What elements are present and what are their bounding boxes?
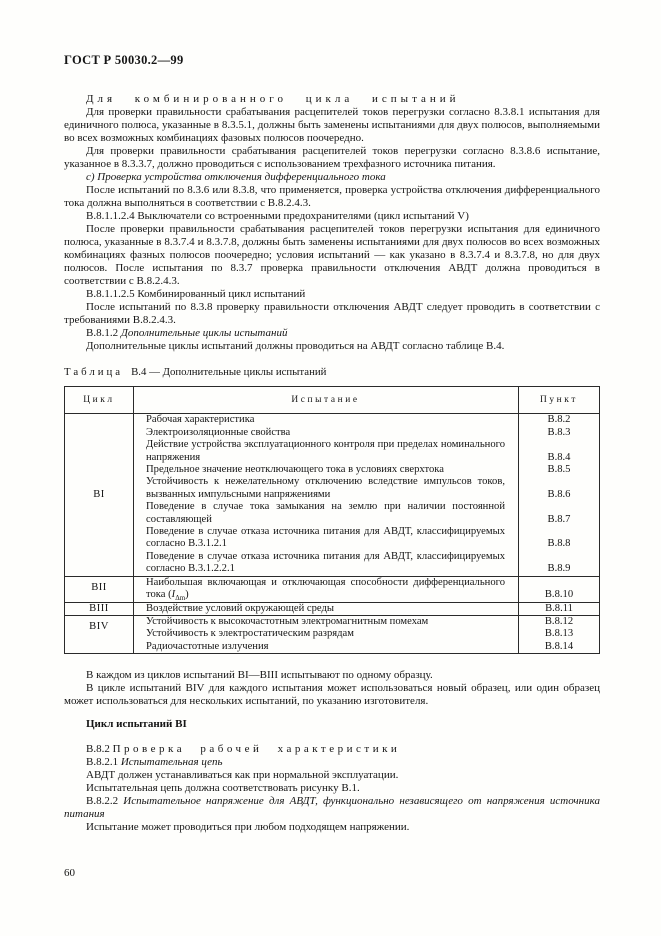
- table-b4-body: [65, 387, 600, 654]
- test-item: [134, 641, 599, 653]
- col-header-cycle: Цикл: [65, 387, 134, 414]
- cycle-label: ВII: [65, 576, 134, 602]
- col-header-test: Испытание: [291, 395, 360, 405]
- clause-number: В.8.2.1: [86, 756, 121, 769]
- cycle-label: ВIII: [65, 602, 134, 615]
- test-name: [134, 577, 519, 602]
- test-item: [134, 616, 599, 628]
- test-name: Поведение в случае тока замыкания на землю при наличии постоянной составляющей: [146, 501, 505, 525]
- test-name: Устойчивость к нежелательному отключению вследствие импульсов токов, вызванных импульсными напряжениями: [146, 476, 505, 500]
- test-punkt: В.8.6: [547, 488, 571, 500]
- clause-title: Испытательное напряжение для АВДТ, функционально независящего от напряжения источника питания: [64, 795, 601, 821]
- cycle-tests: [134, 414, 600, 576]
- test-item: [134, 603, 599, 615]
- clause-b821: [64, 756, 600, 769]
- test-punkt: В.8.2: [547, 414, 571, 426]
- test-name: Радиочастотные излучения: [146, 640, 269, 652]
- table-row: [65, 602, 600, 615]
- test-name: Действие устройства эксплуатационного контроля при пределах номинального напряжения: [146, 439, 505, 463]
- document-header: ГОСТ Р 50030.2—99: [64, 53, 184, 67]
- test-name: Устойчивость к электростатическим разрядам: [146, 628, 354, 640]
- clause-b81124: В.8.1.1.2.4 Выключатели со встроенными предохранителями (цикл испытаний V): [86, 210, 469, 222]
- table-caption: [64, 366, 600, 379]
- clause-b81125: В.8.1.1.2.5 Комбинированный цикл испытаний: [86, 288, 306, 300]
- clause-title: Испытательная цепь: [120, 756, 223, 769]
- test-punkt: В.8.12: [544, 615, 574, 627]
- test-name: Поведение в случае отказа источника питания для АВДТ, классифицируемых согласно В.3.1.2.1: [146, 526, 505, 550]
- col-header-punkt: Пункт: [539, 395, 578, 405]
- test-punkt: В.8.7: [547, 513, 571, 525]
- test-name: Электроизоляционные свойства: [146, 426, 291, 438]
- subscript: Δm: [175, 594, 186, 603]
- clause-b812: [64, 327, 600, 340]
- test-punkt: В.8.10: [544, 589, 574, 601]
- test-punkt: В.8.13: [544, 628, 574, 640]
- test-name: Поведение в случае отказа источника питания для АВДТ, классифицируемых согласно В.3.1.2.2.1: [146, 550, 505, 575]
- test-punkt: В.8.4: [547, 451, 571, 463]
- table-caption-text: В.4 — Дополнительные циклы испытаний: [131, 366, 327, 378]
- test-item: [134, 501, 599, 526]
- cycle-tests: [134, 615, 600, 653]
- table-caption-label: Таблица: [64, 366, 124, 378]
- test-item: [134, 427, 599, 439]
- clause-b822: [64, 795, 600, 821]
- paragraph: В цикле испытаний ВIV для каждого испытания может использоваться новый образец, или один образец может использоваться для нескольких испытаний, по указанию изготовителя.: [64, 682, 600, 708]
- clause-number: В.8.2: [86, 743, 113, 756]
- cycle-label: ВI: [65, 414, 134, 576]
- test-name-part: Наибольшая включающая и отключающая способности дифференциального тока (: [146, 576, 505, 601]
- test-punkt: В.8.5: [547, 464, 571, 476]
- test-item: [134, 577, 599, 602]
- test-item: [134, 476, 599, 501]
- test-punkt: В.8.8: [547, 538, 571, 550]
- clause-heading-text: Проверка рабочей характеристики: [112, 743, 401, 756]
- clause-number: В.8.1.2: [86, 327, 121, 339]
- test-item: [134, 464, 599, 476]
- test-punkt: В.8.14: [544, 640, 574, 652]
- table-row: [65, 576, 600, 602]
- test-name: Воздействие условий окружающей среды: [146, 602, 334, 614]
- test-item: [134, 414, 599, 426]
- test-item: [134, 551, 599, 576]
- table-header-row: [65, 387, 600, 414]
- test-punkt: В.8.3: [547, 426, 571, 438]
- test-name: Рабочая характеристика: [146, 414, 255, 426]
- paragraph: Для проверки правильности срабатывания расцепителей токов перегрузки согласно 8.3.8.1 испытания для единичного полюса, указанные в 8.3.5.1, должны быть заменены испытаниями для двух полюсов, выполняемыми во всех возможных комбинациях фазовых полюсов поочередно.: [64, 106, 600, 144]
- combined-cycle-heading: Для комбинированного цикла испытаний: [86, 93, 460, 105]
- test-name-part: ): [185, 589, 189, 601]
- table-row: [65, 615, 600, 653]
- paragraph: АВДТ должен устанавливаться как при нормальной эксплуатации.: [86, 769, 399, 782]
- test-item: [134, 439, 599, 464]
- col-headers: [134, 387, 600, 414]
- paragraph: После испытаний по 8.3.8 проверку правильности отключения АВДТ следует проводить в соответствии с требованиями В.8.2.4.3.: [64, 301, 600, 326]
- paragraph: Испытание может проводиться при любом подходящем напряжении.: [86, 821, 410, 834]
- test-punkt: В.8.11: [545, 602, 573, 614]
- cycle-tests: [134, 602, 600, 615]
- test-punkt: В.8.9: [547, 563, 571, 575]
- test-name-part: I: [171, 589, 176, 601]
- test-name: Устойчивость к высокочастотным электромагнитным помехам: [146, 615, 429, 627]
- paragraph: Испытательная цепь должна соответствовать рисунку В.1.: [86, 782, 360, 795]
- table-b4: [64, 386, 600, 654]
- table-row: [65, 414, 600, 576]
- test-item: [134, 628, 599, 640]
- clause-number: В.8.2.2: [86, 795, 124, 808]
- paragraph: После проверки правильности срабатывания расцепителей токов перегрузки испытания для единичного полюса, указанные в 8.3.7.4 и 8.3.7.8, должны быть заменены испытаниями для двух полюсов во всех возможных комбинациях фазных полюсов поочередно; условия испытаний — как указано в 8.3.7.4 и 8.3.7.8, но для двух полюсов. После испытания по 8.3.7 проверка правильности отключения АВДТ должна проводиться в соответствии с В.8.2.4.3.: [64, 223, 600, 287]
- paragraph: После испытаний по 8.3.6 или 8.3.8, что применяется, проверка устройства отключения дифференциального тока должна выполняться в соответствии с В.8.2.4.3.: [64, 184, 600, 209]
- cycle-label: ВIV: [65, 615, 134, 653]
- test-item: [134, 526, 599, 551]
- test-name: Предельное значение неотключающего тока в условиях сверхтока: [146, 464, 444, 476]
- cycle-bi-title: Цикл испытаний ВI: [86, 718, 187, 731]
- paragraph: В каждом из циклов испытаний ВI—ВIII испытывают по одному образцу.: [86, 669, 433, 682]
- cycle-tests: [134, 576, 600, 602]
- paragraph: Для проверки правильности срабатывания расцепителей токов перегрузки согласно 8.3.8.6 испытание, указанное в 8.3.3.7, должно проводиться с использованием трехфазного источника питания.: [64, 145, 600, 170]
- clause-b82-heading: [64, 743, 600, 756]
- page-number: 60: [64, 867, 75, 879]
- clause-title: Дополнительные циклы испытаний: [120, 327, 288, 339]
- paragraph: Дополнительные циклы испытаний должны проводиться на АВДТ согласно таблице В.4.: [86, 340, 505, 352]
- table-notes: [64, 669, 600, 708]
- paragraph-item-c: с) Проверка устройства отключения дифференциального тока: [86, 171, 386, 183]
